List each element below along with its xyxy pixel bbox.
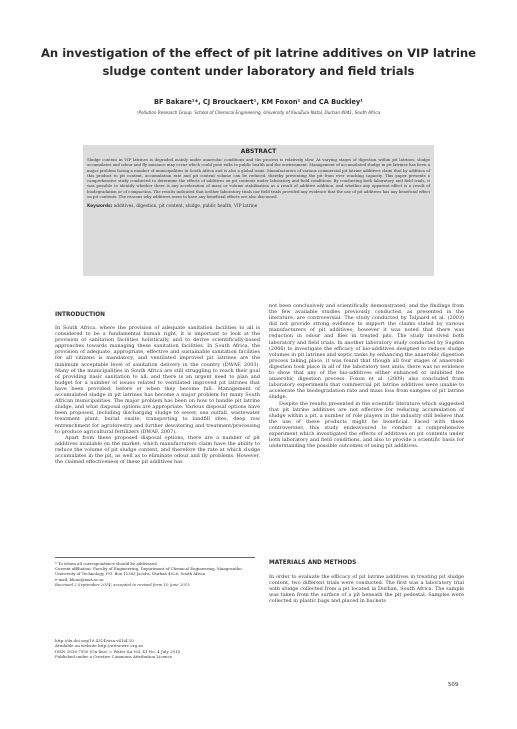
license-line: Published under a Creative Commons Attribution Licence — [55, 653, 173, 659]
intro-paragraph-4: Despite the results presented in the scientific literature which suggested that pit latrine additives are not effective for reducing accumulation of sludge within a pit, a number of role players in the industry still believe that the use of these products might be beneficial. Faced with these controversies, this study endeavoured to conduct a comprehensive experiment which investigated the effects of additives on pit contents under both laboratory and field conditions, and also to provide a scientific basis for understanding the possible outcomes of using pit additives. — [269, 400, 464, 450]
intro-paragraph-2: Apart from these proposed disposal options, there are a number of pit additives available on the market, which manufacturers claim have the ability to reduce the volume of pit sludge content, and therefore the rate at which sludge accumulates in the pit, as well as to eliminate odour and fly problems. However, the claimed effectiveness of these pit additives has — [55, 434, 260, 466]
abstract-text: Sludge content in VIP latrines is degraded mainly under anaerobic conditions and the process is relatively slow. At varying stages of digestion within pit latrines, sludge accumulates and odour and fly nuisance may occur which could pose risks to public health and the environment. Management of accumulated sludge in pit latrines has been a major problem facing a number of municipalities in South Africa and is also a global issue. Manufacturers of various commercial pit latrine additives claim that by addition of this product to pit content, accumulation rate and pit content volume can be reduced, thereby preventing the pit from ever reaching capacity. This paper presents a comprehensive study conducted to determine the effects of additives on pit contents under laboratory and field conditions. By conducting both laboratory and field trials, it was possible to identify whether there is any acceleration of mass or volume stabilisation as a result of additive addition, and whether any apparent effect is a result of biodegradation or of compaction. The results indicated that neither laboratory trials nor field trials provided any evidence that the use of pit additives has any beneficial effect on pit contents. The reasons why additives seem to have any beneficial effects are also discussed. — [87, 157, 430, 199]
keywords-line — [87, 204, 430, 209]
website-line[interactable]: Available on website http://www.wrc.org.za — [55, 643, 143, 649]
author-list: BF Bakare¹*, CJ Brouckaert¹, KM Foxon¹ and CA Buckley¹ — [153, 98, 364, 106]
right-column — [269, 303, 464, 449]
footnote — [55, 561, 260, 587]
paper-title: An investigation of the effect of pit latrine additives on VIP latrine sludge content under laboratory and field trials — [40, 46, 477, 78]
keywords-text: additives, digestion, pit content, sludge, public health, VIP latrine — [113, 204, 258, 209]
publication-info — [55, 638, 275, 659]
left-column — [55, 325, 260, 465]
intro-paragraph-3: not been conclusively and scientifically demonstrated, and the findings from the few available studies previously conducted, as presented in the literature, are controversial. The study conducted by Taljaard et al. (2003) did not provide strong evidence to support the claims stated by various manufacturers of pit additives; however it was noted that there was reduction in odour and flies in treated pits. The study involved both laboratory and field trials. In another laboratory study conducted by Sugden (2006) to investigate the efficacy of bio-additives designed to reduce sludge volumes in pit latrines and septic tanks by enhancing the anaerobic digestion process taking place, it was found that though all four stages of anaerobic digestion took place in all of the laboratory test units, there was no evidence to show that any of the bio-additives either enhanced or inhibited the anaerobic digestion process. Foxon et al. (2009) also concluded from laboratory experiments that commercial pit latrine additives were unable to accelerate the biodegradation rate and mass loss from samples of pit latrine sludge. — [269, 303, 464, 401]
issn-line: ISSN 1816-7950 (On-line) = Water SA Vol. 41 No. 4 July 2015 — [55, 648, 181, 654]
keywords-label: Keywords: — [87, 204, 113, 209]
author-affiliation: ¹Pollution Research Group, School of Chemical Engineering, University of KwaZulu-Natal, Durban 4041, South Africa — [136, 110, 381, 115]
abstract-heading: ABSTRACT — [240, 148, 277, 155]
footnote-affiliation: Current affiliation: Faculty of Engineering, Department of Chemical Engineering, Mangosuthu University of Technology, P.O. Box 12363 Jacobs, Durban 4026, South Africa — [55, 566, 242, 577]
methods-heading: MATERIALS AND METHODS — [269, 560, 357, 566]
footnote-email: e-mail: bkoni@mut.ac.za — [55, 576, 104, 582]
footnote-correspondence: * To whom all correspondence should be addressed. — [55, 561, 158, 566]
footnote-received: Received 2 September 2014; accepted in revised form 10 June 2015 — [55, 581, 190, 587]
footnote-rule — [55, 557, 255, 558]
doi-link[interactable]: http://dx.doi.org/10.4314/wsa.v41i4.10 — [55, 638, 134, 643]
page-number: 509 — [448, 682, 459, 688]
introduction-heading: INTRODUCTION — [55, 312, 106, 318]
intro-paragraph-1: In South Africa, where the provision of adequate sanitation facilities to all is considered to be a fundamental human right, it is important to look at the provision of sanitation facilities holistically, and to derive scientifically-based approaches towards managing these sanitation facilities. In South Africa, the provision of adequate, appropriate, effective and sustainable sanitation facilities for all citizens is mandatory, and ventilated improved pit latrines are the minimum acceptable level of sanitation delivery in the country (DWAF, 2003). Many of the municipalities in South Africa are still struggling to reach their goal of providing basic sanitation to all, and there is an urgent need to plan and budget for a number of issues related to ventilated improved pit latrines that have been provided, before or when they become full. Management of accumulated sludge in pit latrines has become a major problem for many South African municipalities. The major problem has been on how to handle pit latrine sludge, and what disposal options are appropriate. Various disposal options have been proposed, including discharging sludge to sewer, sea outfall, wastewater treatment plant, burial onsite, transporting to landfill sites, deep row entrenchment for agroforestry and further dewatering and treatment/processing to produce agricultural fertilizers (DWAF, 2007). — [55, 325, 260, 435]
methods-paragraph-1: In order to evaluate the efficacy of pit latrine additives in treating pit sludge content, two different trials were conducted. The first was a laboratory trial with sludge collected from a pit located in Durban, South Africa. The sample was taken from the surface of a pit beneath the pit pedestal. Samples were collected in plastic bags and placed in buckets — [269, 574, 464, 605]
abstract-box — [83, 145, 434, 276]
methods-column — [269, 574, 464, 604]
